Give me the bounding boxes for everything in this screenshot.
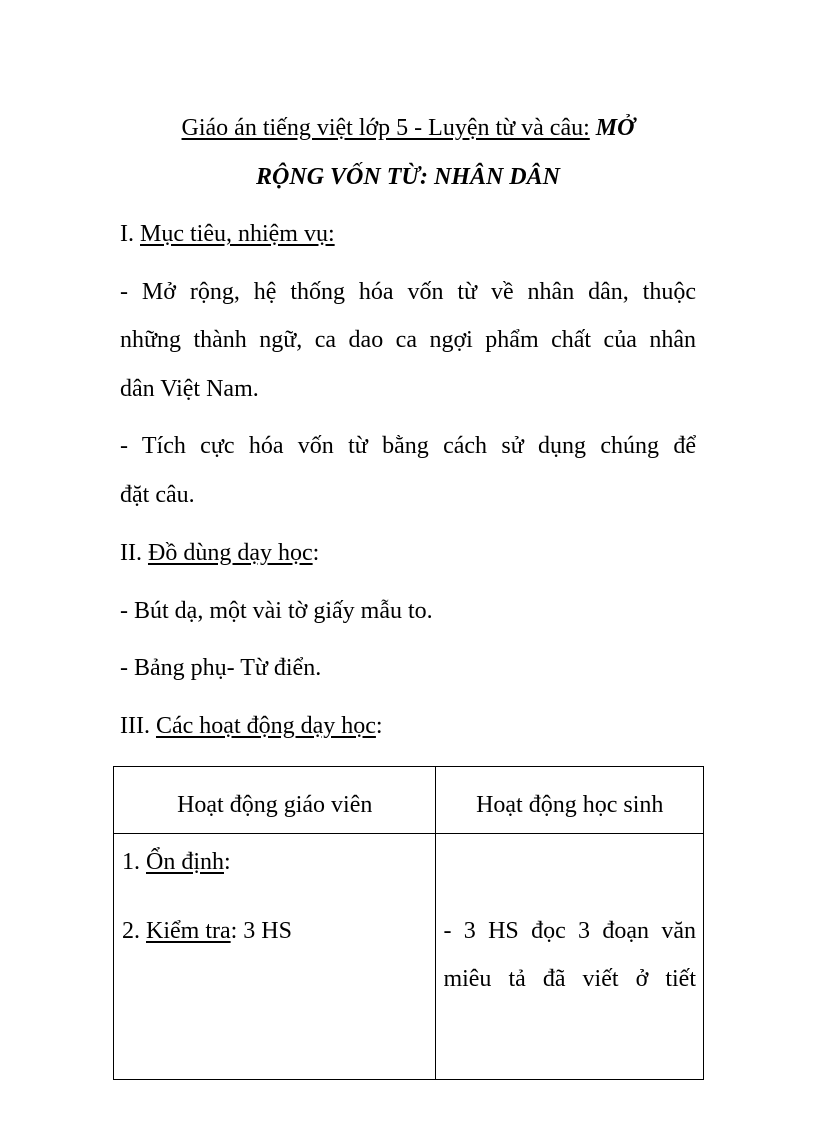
section-1-number: I.	[120, 221, 134, 247]
section-2-title: Đồ dùng dạy học	[147, 540, 313, 566]
paragraph-line: - Mở rộng, hệ thống hóa vốn từ về nhân dân, thuộc	[120, 279, 696, 305]
title-line-1	[120, 113, 696, 143]
teacher-step-2	[114, 916, 435, 946]
student-line: - 3 HS đọc 3 đoạn văn	[443, 918, 696, 944]
step-1-label: Ổn định	[146, 849, 224, 875]
activity-table	[113, 766, 704, 1080]
header-teacher	[114, 767, 436, 834]
step-2-rest: : 3 HS	[230, 918, 292, 944]
title-plain: Giáo án tiếng việt lớp 5 - Luyện từ và câu:	[181, 115, 590, 141]
section-1-heading	[120, 219, 696, 249]
section-3-title: Các hoạt động dạy học	[155, 713, 376, 739]
paragraph-line: đặt câu.	[120, 482, 195, 508]
table-row	[114, 834, 704, 1080]
section-3-number: III.	[120, 713, 150, 739]
header-student	[436, 767, 704, 834]
table-header-row	[114, 767, 704, 834]
step-2-label: Kiểm tra	[146, 918, 231, 944]
step-2-number: 2.	[122, 918, 140, 944]
section-3-heading	[120, 711, 696, 741]
title-bold-1: MỞ	[595, 115, 635, 141]
list-item: - Bảng phụ- Từ điển.	[120, 655, 322, 681]
paragraph-line: - Tích cực hóa vốn từ bằng cách sử dụng chúng để	[120, 433, 696, 459]
section-2-heading	[120, 538, 696, 568]
student-line: miêu tả đã viết ở tiết	[443, 966, 696, 992]
paragraph-line: dân Việt Nam.	[120, 376, 259, 402]
paragraph-line: những thành ngữ, ca dao ca ngợi phẩm chất của nhân	[120, 327, 696, 353]
section-2-number: II.	[120, 540, 142, 566]
student-cell	[436, 834, 704, 1080]
header-student-label: Hoạt động học sinh	[476, 791, 664, 818]
teacher-cell	[114, 834, 436, 1080]
step-1-number: 1.	[122, 849, 140, 875]
section-2-colon: :	[312, 540, 320, 566]
section-1-title: Mục tiêu, nhiệm vụ:	[140, 221, 335, 247]
section-3-colon: :	[375, 713, 383, 739]
title-line-2: RỘNG VỐN TỪ: NHÂN DÂN	[256, 164, 560, 190]
header-teacher-label: Hoạt động giáo viên	[177, 791, 373, 818]
teacher-step-1	[114, 847, 435, 877]
list-item: - Bút dạ, một vài tờ giấy mẫu to.	[120, 598, 433, 624]
step-1-colon: :	[224, 849, 231, 875]
